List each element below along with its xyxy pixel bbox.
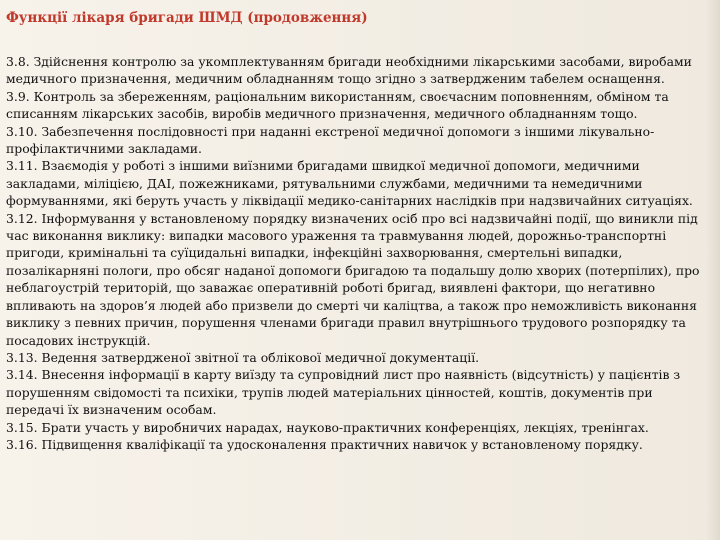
paragraph-3-16: 3.16. Підвищення кваліфікації та удосконалення практичних навичок у встановленому порядку. bbox=[6, 436, 643, 452]
paragraph-3-13: 3.13. Ведення затвердженої звітної та облікової медичної документації. bbox=[6, 349, 480, 365]
paragraph-3-12: 3.12. Інформування у встановленому порядку визначених осіб про всі надзвичайні події, що виникли під час виконання виклику: випадки масового ураження та травмування людей, дорожньо-транспортні пригоди, кримінальні та суїцидальні випадки, інфекційні захворювання, смертельні випадки, позалікарняні пологи, про обсяг наданої допомоги бригадою та подальшу долю хворих (потерпілих), про неблагоустрій територій, що заважає оперативній роботі бригад, виявлені фактори, що негативно впливають на здоров’я людей або призвели до смерті чи каліцтва, а також про неможливість виконання виклику з певних причин, порушення членами бригади правил внутрішнього трудового розпорядку та посадових інструкцій. bbox=[6, 210, 700, 348]
slide-title: Функції лікаря бригади ШМД (продовження) bbox=[6, 10, 368, 26]
paragraph-3-14: 3.14. Внесення інформації в карту виїзду та супровідний лист про наявність (відсутність) у пацієнтів з порушенням свідомості та психіки, трупів людей матеріальних цінностей, коштів, документів при передачі їх визначеним особам. bbox=[6, 367, 681, 418]
paragraph-3-15: 3.15. Брати участь у виробничих нарадах, науково-практичних конференціях, лекціях, тренінгах. bbox=[6, 419, 649, 435]
slide-body bbox=[6, 53, 712, 453]
paragraph-3-9: 3.9. Контроль за збереженням, раціональним використанням, своєчасним поповненням, обміном та списанням лікарських засобів, виробів медичного призначення, медичного обладнанням тощо. bbox=[6, 88, 669, 122]
paragraph-3-10: 3.10. Забезпечення послідовності при наданні екстреної медичної допомоги з іншими лікувально-профілактичними закладами. bbox=[6, 123, 655, 157]
paragraph-3-11: 3.11. Взаємодія у роботі з іншими виїзними бригадами швидкої медичної допомоги, медичними закладами, міліцією, ДАІ, пожежниками, рятувальними службами, медичними та немедичними формуваннями, які беруть участь у ліквідації медико-санітарних наслідків при надзвичайних ситуаціях. bbox=[6, 158, 693, 209]
paragraph-3-8: 3.8. Здійснення контролю за укомплектуванням бригади необхідними лікарськими засобами, виробами медичного призначення, медичним обладнанням тощо згідно з затвердженим табелем оснащення. bbox=[6, 54, 692, 87]
